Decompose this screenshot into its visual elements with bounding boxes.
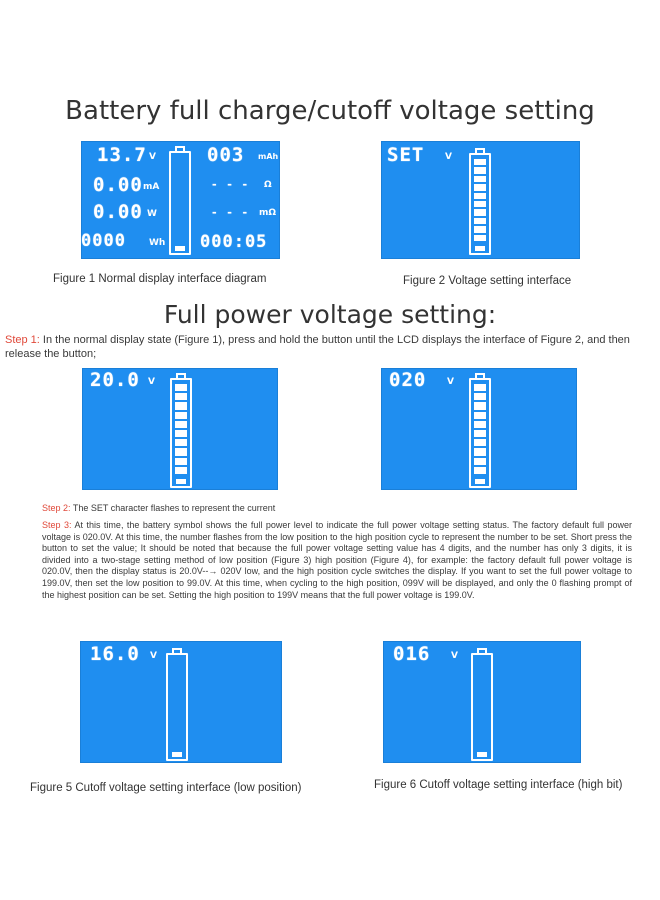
energy-readout: 0000 (81, 231, 126, 251)
lcd-figure3 (82, 368, 278, 490)
battery-segment (474, 467, 486, 474)
resistance-readout-1: - - - (211, 178, 250, 191)
figure1-caption: Figure 1 Normal display interface diagram (53, 273, 267, 285)
battery-segment (474, 430, 486, 437)
step2-text: The SET character flashes to represent the current (70, 503, 276, 513)
step2-label: Step 2: (42, 503, 71, 513)
voltage-readout: 13.7 (97, 144, 147, 166)
figure5-readout: 16.0 (90, 643, 140, 665)
step3-paragraph (42, 520, 632, 601)
battery-segment (474, 167, 486, 173)
time-readout: 000:05 (200, 232, 268, 252)
battery-segment (474, 393, 486, 400)
battery-segment (175, 384, 187, 391)
battery-label-mark (172, 752, 182, 757)
battery-segment (474, 159, 486, 165)
battery-segment (474, 384, 486, 391)
battery-segment (175, 448, 187, 455)
step1-paragraph (5, 333, 657, 361)
capacity-unit: mAh (258, 152, 279, 161)
current-readout: 0.00 (93, 174, 143, 196)
battery-gauge (469, 378, 491, 488)
battery-segment (474, 421, 486, 428)
figure2-caption: Figure 2 Voltage setting interface (403, 275, 572, 287)
battery-segment (474, 201, 486, 207)
figure6-readout: 016 (393, 643, 431, 665)
battery-segments (474, 159, 486, 241)
figure3-unit: V (148, 377, 155, 387)
battery-segments (175, 384, 187, 474)
battery-segment (474, 193, 486, 199)
step1-text: In the normal display state (Figure 1), press and hold the button until the LCD displays the interface of Figure 2, and then release the button; (5, 334, 630, 360)
resistance-readout-2: - - - (211, 206, 250, 219)
battery-segment (175, 467, 187, 474)
set-unit: V (445, 152, 452, 162)
figure6-caption: Figure 6 Cutoff voltage setting interface (high bit) (374, 779, 623, 791)
battery-label-mark (175, 246, 185, 251)
battery-segment (175, 430, 187, 437)
lcd-figure6 (383, 641, 581, 763)
step2-paragraph (42, 503, 632, 514)
resistance-unit-2: mΩ (259, 208, 277, 218)
battery-segment (175, 421, 187, 428)
figure4-readout: 020 (389, 369, 427, 391)
battery-segment (474, 209, 486, 215)
battery-segment (474, 458, 486, 465)
battery-gauge (169, 151, 191, 255)
battery-segment (474, 412, 486, 419)
energy-unit: Wh (149, 238, 166, 248)
step3-label: Step 3: (42, 520, 72, 530)
figure5-caption: Figure 5 Cutoff voltage setting interface (low position) (30, 782, 302, 794)
section-title: Full power voltage setting: (163, 300, 497, 329)
battery-gauge (170, 378, 192, 488)
lcd-normal-display (81, 141, 280, 259)
battery-segments (476, 659, 488, 747)
lcd-figure4 (381, 368, 577, 490)
lcd-set-interface (381, 141, 580, 259)
battery-label-mark (477, 752, 487, 757)
battery-segment (474, 235, 486, 241)
battery-cap (176, 373, 186, 378)
figure5-unit: V (150, 651, 157, 661)
battery-segment (175, 393, 187, 400)
battery-segment (474, 226, 486, 232)
battery-gauge (469, 153, 491, 255)
battery-cap (175, 146, 185, 151)
battery-segment (474, 218, 486, 224)
battery-segments (174, 157, 186, 241)
power-readout: 0.00 (93, 201, 143, 223)
battery-segment (175, 402, 187, 409)
battery-segment (474, 402, 486, 409)
figure4-unit: V (447, 377, 454, 387)
set-readout: SET (387, 144, 425, 166)
battery-segments (474, 384, 486, 474)
main-title: Battery full charge/cutoff voltage setting (65, 96, 595, 126)
battery-segment (474, 439, 486, 446)
battery-segment (474, 184, 486, 190)
battery-label-mark (475, 479, 485, 484)
battery-cap (475, 148, 485, 153)
capacity-readout: 003 (207, 144, 245, 166)
lcd-figure5 (80, 641, 282, 763)
battery-cap (172, 648, 182, 653)
step3-text: At this time, the battery symbol shows the full power level to indicate the full power voltage setting status. The factory default full power voltage is 020.0V. At this time, the number flashes from the low position to the high position cycle to represent the number to be set. Short press the button to set the value; It should be noted that because the full power voltage setting value has 4 digits, and the number has only 3 digits, it is divided into a two-stage setting method of low position (Figure 3) high position (Figure 4), for example: the factory default full power voltage is 020.0V, then the display status is 20.0V--→ 020V low, and the high position cycle switches the display. If you want to set the full power voltage to 199.0V, then set the low position to 99.0V. At this time, when cycling to the high position, 099V will be displayed, and only the 0 flashing prompt of the highest position can be set. Setting the high position to 199V means that the full power voltage is 199.0V. (42, 520, 632, 600)
battery-label-mark (475, 246, 485, 251)
figure6-unit: V (451, 651, 458, 661)
battery-segment (175, 458, 187, 465)
voltage-unit: V (149, 152, 156, 162)
step1-label: Step 1: (5, 334, 40, 346)
current-unit: mA (143, 182, 160, 192)
battery-gauge (166, 653, 188, 761)
battery-gauge (471, 653, 493, 761)
battery-cap (477, 648, 487, 653)
battery-cap (475, 373, 485, 378)
power-unit: W (147, 209, 157, 219)
battery-segment (175, 439, 187, 446)
battery-segment (175, 412, 187, 419)
battery-label-mark (176, 479, 186, 484)
figure3-readout: 20.0 (90, 369, 140, 391)
resistance-unit-1: Ω (264, 180, 272, 190)
battery-segments (171, 659, 183, 747)
battery-segment (474, 448, 486, 455)
battery-segment (474, 176, 486, 182)
